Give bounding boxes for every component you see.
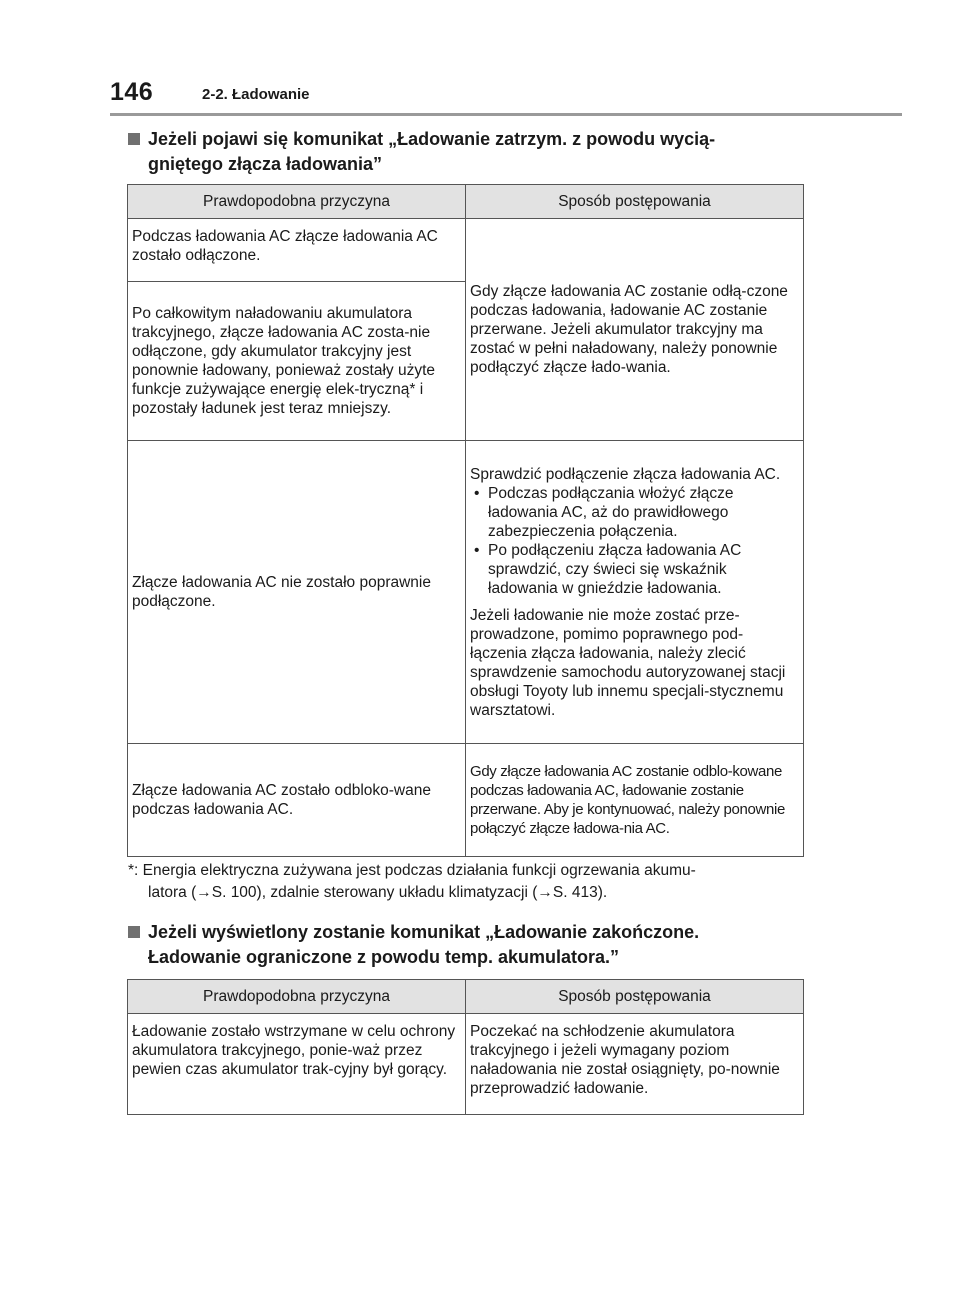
section2-heading-line1: Jeżeli wyświetlony zostanie komunikat „Ładowanie zakończone. [148, 922, 700, 942]
table-header-row [128, 980, 804, 1014]
cause-cell: Ładowanie zostało wstrzymane w celu ochrony akumulatora trakcyjnego, ponie-waż przez pewien czas akumulator trak-cyjny był gorący. [128, 1014, 466, 1115]
table-row [128, 219, 804, 282]
section1-heading [128, 127, 808, 177]
page-header [110, 78, 902, 116]
square-bullet-icon [128, 133, 140, 145]
action-cell: Gdy złącze ładowania AC zostanie odblo-kowane podczas ładowania AC, ładowanie zostanie przerwane. Aby je kontynuować, należy ponownie połączyć złącze ładowa-nia AC. [466, 744, 804, 857]
table-row [128, 744, 804, 857]
table-row [128, 1014, 804, 1115]
table-message-unplugged [127, 184, 804, 857]
cause-cell: Po całkowitym naładowaniu akumulatora trakcyjnego, złącze ładowania AC zosta-nie odłączone, gdy akumulator trakcyjny jest ponownie ładowany, ponieważ zostały użyte funkcje zużywające energię elek-tryczną* i pozostały ładunek jest teraz mniejszy. [128, 282, 466, 441]
action-bullet-list [470, 484, 799, 598]
section1-heading-line1: Jeżeli pojawi się komunikat „Ładowanie zatrzym. z powodu wycią- [148, 129, 716, 149]
action-intro: Sprawdzić podłączenie złącza ładowania AC. [470, 465, 781, 483]
action-cell: Poczekać na schłodzenie akumulatora trakcyjnego i jeżeli wymagany poziom naładowania nie został osiągnięty, po-nownie przeprowadzić ładowanie. [466, 1014, 804, 1115]
section2-heading-line2: Ładowanie ograniczone z powodu temp. akumulatora.” [148, 947, 620, 967]
action-outro: Jeżeli ładowanie nie może zostać prze-prowadzone, pomimo poprawnego pod-łączenia złącza ładowania, należy zlecić sprawdzenie samochodu autoryzowanej stacji obsługi Toyoty lub innemu specjali-stycznemu warsztatowi. [470, 606, 786, 719]
section-title: 2-2. Ładowanie [202, 86, 310, 103]
action-cell [466, 441, 804, 744]
col-header-action: Sposób postępowania [466, 980, 804, 1014]
cause-cell: Złącze ładowania AC nie zostało poprawnie podłączone. [128, 441, 466, 744]
footnote-line2: latora (→S. 100), zdalnie sterowany układu klimatyzacji (→S. 413). [148, 884, 608, 901]
footnote [128, 860, 808, 904]
table-row [128, 441, 804, 744]
section1-heading-line2: gniętego złącza ładowania” [148, 154, 383, 174]
table-message-battery-temp [127, 979, 804, 1115]
footnote-line1: *: Energia elektryczna zużywana jest podczas działania funkcji ogrzewania akumu- [128, 862, 696, 879]
table-header-row [128, 185, 804, 219]
col-header-cause: Prawdopodobna przyczyna [128, 185, 466, 219]
action-bullet: • Po podłączeniu złącza ładowania AC sprawdzić, czy świeci się wskaźnik ładowania w gnieździe ładowania. [470, 541, 799, 598]
col-header-cause: Prawdopodobna przyczyna [128, 980, 466, 1014]
action-cell: Gdy złącze ładowania AC zostanie odłą-czone podczas ładowania, ładowanie AC zostanie przerwane. Jeżeli akumulator trakcyjny ma zostać w pełni naładowany, należy ponownie podłączyć złącze łado-wania. [466, 219, 804, 441]
page-number: 146 [110, 78, 154, 106]
section2-heading [128, 920, 808, 970]
action-bullet: • Podczas podłączania włożyć złącze ładowania AC, aż do prawidłowego zabezpieczenia połączenia. [470, 484, 799, 541]
header-rule [110, 113, 902, 116]
cause-cell: Złącze ładowania AC zostało odbloko-wane podczas ładowania AC. [128, 744, 466, 857]
col-header-action: Sposób postępowania [466, 185, 804, 219]
cause-cell: Podczas ładowania AC złącze ładowania AC zostało odłączone. [128, 219, 466, 282]
square-bullet-icon [128, 926, 140, 938]
